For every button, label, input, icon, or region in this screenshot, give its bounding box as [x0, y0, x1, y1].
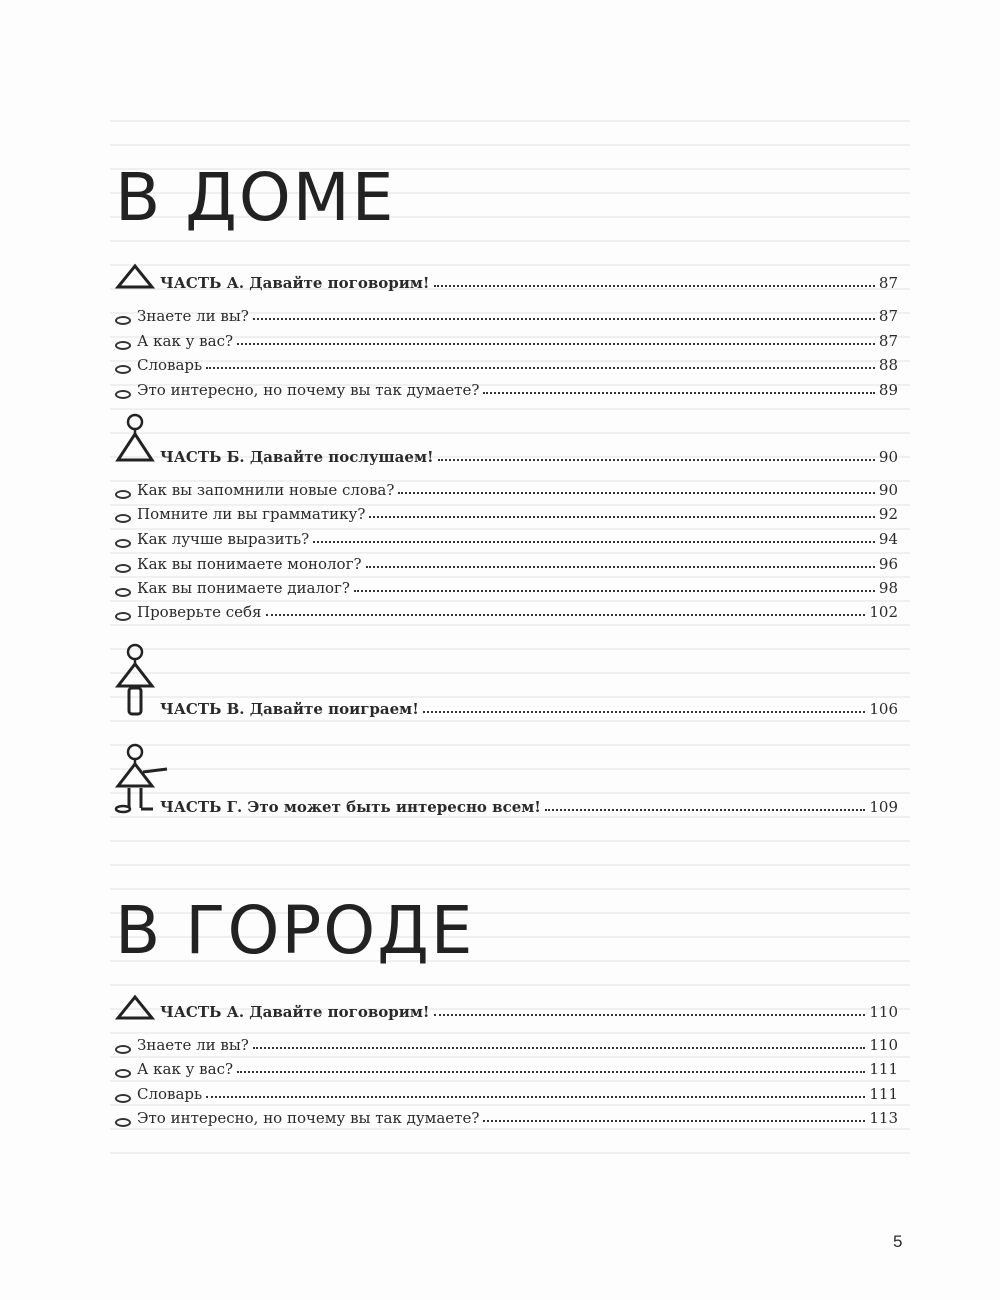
dot-leader	[434, 1014, 866, 1016]
entry-label: ЧАСТЬ А. Давайте поговорим!	[160, 274, 430, 292]
entry-page: 110	[869, 1036, 898, 1054]
entry-label: Это интересно, но почему вы так думаете?	[137, 1109, 480, 1127]
toc-entry[interactable]	[115, 1105, 898, 1127]
toc-entry[interactable]	[115, 696, 898, 718]
entry-page: 90	[878, 481, 898, 499]
oval-bullet-icon	[115, 588, 131, 597]
toc-entry[interactable]	[115, 794, 898, 816]
toc-entry[interactable]	[115, 1032, 898, 1054]
toc-entry[interactable]	[115, 270, 898, 292]
dot-leader	[398, 492, 875, 494]
toc-entry[interactable]	[115, 477, 898, 499]
entry-label: А как у вас?	[137, 1060, 234, 1078]
toc-entry[interactable]	[115, 352, 898, 374]
dot-leader	[434, 285, 875, 287]
toc-entry[interactable]	[115, 575, 898, 597]
dot-leader	[423, 711, 866, 713]
dot-leader	[438, 459, 875, 461]
entry-label: ЧАСТЬ В. Давайте поиграем!	[160, 700, 419, 718]
entry-page: 111	[869, 1085, 898, 1103]
entry-page: 87	[878, 332, 898, 350]
oval-bullet-icon	[115, 612, 131, 621]
oval-bullet-icon	[115, 1069, 131, 1078]
toc-entry[interactable]	[115, 1081, 898, 1103]
dot-leader	[206, 367, 875, 369]
section-title-city: В ГОРОДЕ	[115, 892, 475, 969]
entry-label: Словарь	[137, 1085, 203, 1103]
dot-leader	[369, 516, 875, 518]
entry-page: 106	[869, 700, 898, 718]
oval-bullet-icon	[115, 539, 131, 548]
entry-page: 96	[878, 555, 898, 573]
entry-label: Проверьте себя	[137, 603, 262, 621]
oval-bullet-icon	[115, 1118, 131, 1127]
entry-page: 94	[878, 530, 898, 548]
oval-bullet-icon	[115, 564, 131, 573]
dot-leader	[354, 590, 875, 592]
entry-page: 90	[878, 448, 898, 466]
toc-entry[interactable]	[115, 1056, 898, 1078]
dot-leader	[237, 343, 875, 345]
toc-entry[interactable]	[115, 303, 898, 325]
entry-label: Знаете ли вы?	[137, 307, 249, 325]
dot-leader	[206, 1096, 865, 1098]
toc-entry[interactable]	[115, 328, 898, 350]
dot-leader	[237, 1071, 865, 1073]
dot-leader	[483, 1120, 865, 1122]
dot-leader	[483, 392, 875, 394]
entry-label: Как вы понимаете диалог?	[137, 579, 350, 597]
entry-label: Это интересно, но почему вы так думаете?	[137, 381, 480, 399]
entry-page: 92	[878, 505, 898, 523]
entry-page: 110	[869, 1003, 898, 1021]
entry-page: 87	[878, 274, 898, 292]
toc-entry[interactable]	[115, 526, 898, 548]
dot-leader	[266, 614, 866, 616]
section-title-home: В ДОМЕ	[115, 159, 396, 236]
entry-label: Как вы понимаете монолог?	[137, 555, 362, 573]
entry-label: Знаете ли вы?	[137, 1036, 249, 1054]
oval-bullet-icon	[115, 390, 131, 399]
oval-bullet-icon	[115, 514, 131, 523]
dot-leader	[253, 1047, 866, 1049]
dot-leader	[313, 541, 875, 543]
toc-entry[interactable]	[115, 999, 898, 1021]
dot-leader	[253, 318, 875, 320]
entry-label: ЧАСТЬ Б. Давайте послушаем!	[160, 448, 434, 466]
toc-entry[interactable]	[115, 501, 898, 523]
oval-bullet-icon	[115, 1045, 131, 1054]
entry-label: Помните ли вы грамматику?	[137, 505, 366, 523]
entry-label: А как у вас?	[137, 332, 234, 350]
entry-label: ЧАСТЬ Г. Это может быть интересно всем!	[160, 798, 541, 816]
entry-label: Словарь	[137, 356, 203, 374]
entry-label: Как вы запомнили новые слова?	[137, 481, 395, 499]
oval-bullet-icon	[115, 316, 131, 325]
entry-page: 89	[878, 381, 898, 399]
oval-bullet-icon	[115, 490, 131, 499]
entry-page: 98	[878, 579, 898, 597]
toc-entry[interactable]	[115, 444, 898, 466]
toc-entry[interactable]	[115, 377, 898, 399]
entry-page: 109	[869, 798, 898, 816]
entry-page: 111	[869, 1060, 898, 1078]
entry-page: 113	[869, 1109, 898, 1127]
dot-leader	[366, 566, 875, 568]
toc-entry[interactable]	[115, 599, 898, 621]
entry-label: Как лучше выразить?	[137, 530, 310, 548]
entry-page: 102	[869, 603, 898, 621]
page-number: 5	[893, 1232, 903, 1251]
oval-bullet-icon	[115, 365, 131, 374]
entry-label: ЧАСТЬ А. Давайте поговорим!	[160, 1003, 430, 1021]
oval-bullet-icon	[115, 341, 131, 350]
toc-entry[interactable]	[115, 551, 898, 573]
dot-leader	[545, 809, 865, 811]
entry-page: 88	[878, 356, 898, 374]
oval-bullet-icon	[115, 1094, 131, 1103]
entry-page: 87	[878, 307, 898, 325]
